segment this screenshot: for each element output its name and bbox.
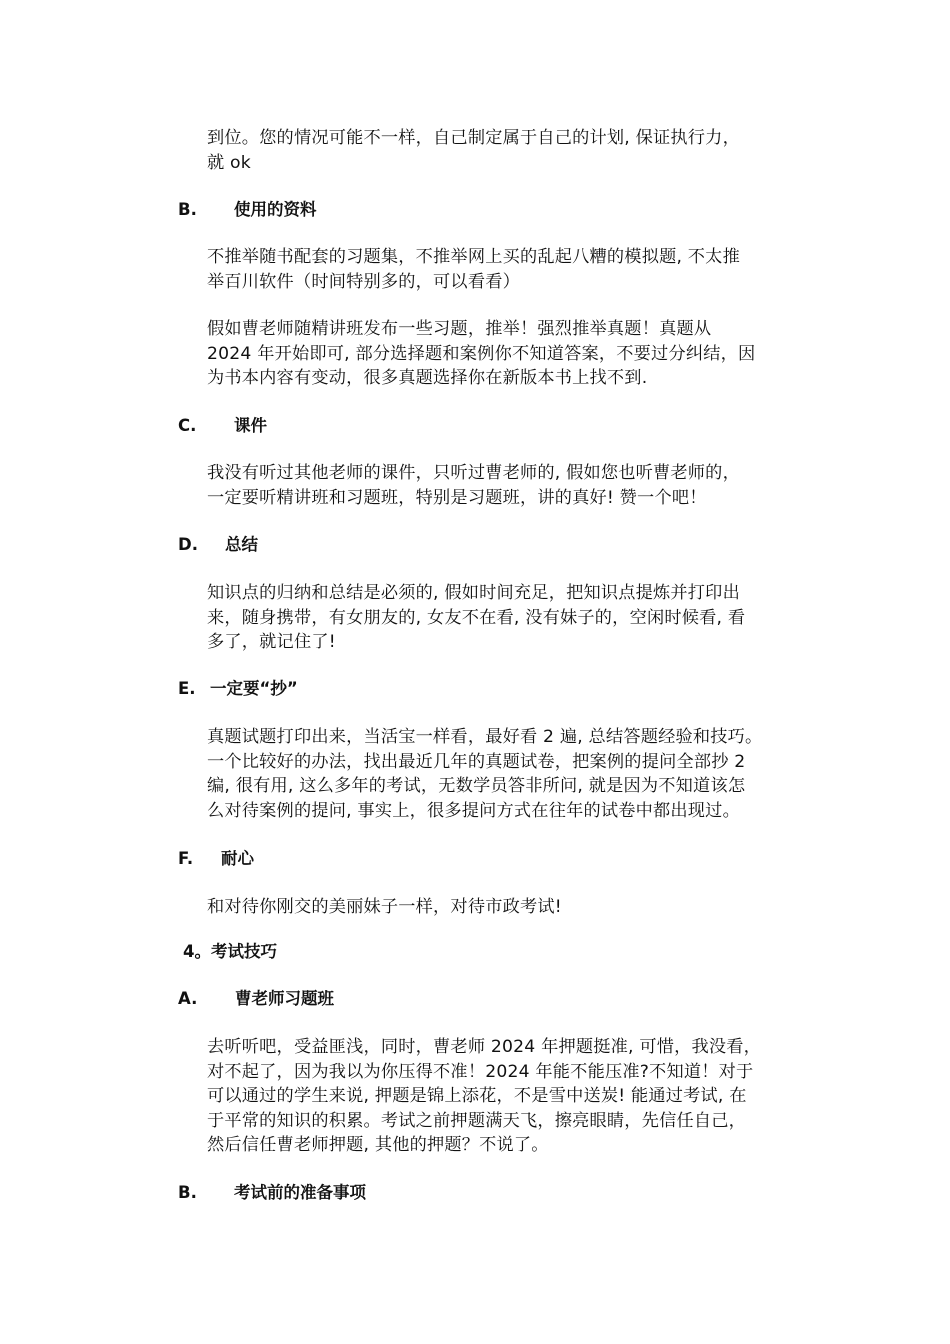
heading-letter: F. <box>178 849 194 868</box>
section-heading-copy <box>178 678 298 700</box>
heading-title: 一定要“抄” <box>210 679 298 698</box>
heading-title: 使用的资料 <box>234 200 317 219</box>
section-heading-practice-class <box>178 988 334 1010</box>
heading-title: 课件 <box>234 416 267 435</box>
section-heading-patience <box>178 848 254 870</box>
heading-letter: E. <box>178 679 196 698</box>
section-heading-materials <box>178 199 317 221</box>
heading-title: 考试技巧 <box>210 942 277 961</box>
heading-letter: 4。 <box>183 942 211 961</box>
paragraph-materials-2: 假如曹老师随精讲班发布一些习题，推举！强烈推举真题！真题从 2024 年开始即可, 部分选择题和案例你不知道答案，不要过分纠结，因 为书本内容有变动，很多真题选择你在新版本书上找不到. <box>207 319 756 388</box>
heading-letter: C. <box>178 416 197 435</box>
heading-title: 耐心 <box>221 849 254 868</box>
heading-title: 考试前的准备事项 <box>234 1183 366 1202</box>
heading-title: 总结 <box>225 535 258 554</box>
paragraph-copy: 真题试题打印出来，当活宝一样看，最好看 2 遍, 总结答题经验和技巧。 一个比较好的办法，找出最近几年的真题试卷，把案例的提问全部抄 2 编, 很有用, 这么多年的考试，无数学员答非所问, 就是因为不知道该怎 么对待案例的提问, 事实上，很多提问方式在往年的试卷中都出现过。 <box>207 727 763 821</box>
heading-letter: B. <box>178 1183 197 1202</box>
paragraph-practice-class: 去听听吧，受益匪浅，同时，曹老师 2024 年押题挺准, 可惜，我没看， 对不起了，因为我以为你压得不准！2024 年能不能压准?不知道！对于 可以通过的学生来说, 押题是锦上添花，不是雪中送炭! 能通过考试, 在 于平常的知识的积累。考试之前押题满天飞，擦亮眼睛，先信任自己， 然后信任曹老师押题, 其他的押题？不说了。 <box>207 1037 762 1155</box>
paragraph-summary: 知识点的归纳和总结是必须的, 假如时间充足，把知识点提炼并打印出 来，随身携带，有女朋友的, 女友不在看, 没有妹子的，空闲时候看, 看 多了，就记住了! <box>207 583 746 652</box>
heading-letter: D. <box>178 535 198 554</box>
heading-letter: A. <box>178 989 198 1008</box>
section-heading-exam-tips <box>183 941 277 963</box>
paragraph-patience: 和对待你刚交的美丽妹子一样，对待市政考试! <box>207 897 562 917</box>
heading-title: 曹老师习题班 <box>235 989 334 1008</box>
paragraph-courseware: 我没有听过其他老师的课件，只听过曹老师的, 假如您也听曹老师的， 一定要听精讲班和习题班，特别是习题班，讲的真好! 赞一个吧！ <box>207 463 740 508</box>
heading-letter: B. <box>178 200 197 219</box>
paragraph-materials-1: 不推举随书配套的习题集，不推举网上买的乱起八糟的模拟题, 不太推 举百川软件（时间特别多的，可以看看） <box>207 247 740 292</box>
section-heading-courseware <box>178 415 267 437</box>
section-heading-summary <box>178 534 258 556</box>
section-heading-exam-prep <box>178 1182 366 1204</box>
paragraph-intro-continuation: 到位。您的情况可能不一样，自己制定属于自己的计划, 保证执行力， 就 ok <box>207 128 740 173</box>
